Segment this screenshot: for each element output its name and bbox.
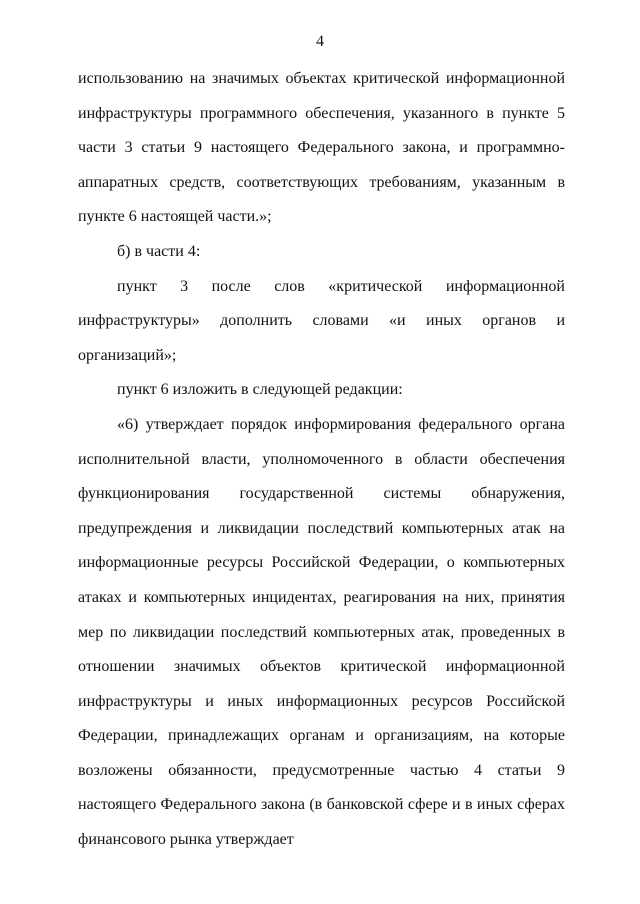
paragraph-point-6-intro: пункт 6 изложить в следующей редакции: (117, 381, 403, 399)
page-number: 4 (316, 33, 324, 50)
paragraph-subitem-b: б) в части 4: (117, 242, 201, 260)
paragraph-continuation: использованию на значимых объектах критической информационной инфраструктуры программного обеспечения, указанного в пункте 5 части 3 статьи 9 настоящего Федерального закона, и программно-аппаратных средств, соответствующих требованиям, указанным в пункте 6 настоящей части.»; (78, 70, 565, 226)
paragraph-point-3-amendment: пункт 3 после слов «критической информационной инфраструктуры» дополнить словами «и иных органов и организаций»; (78, 277, 565, 364)
document-body (78, 62, 565, 858)
paragraph-point-6-text: «6) утверждает порядок информирования федерального органа исполнительной власти, уполномоченного в области обеспечения функционирования государственной системы обнаружения, предупреждения и ликвидации последствий компьютерных атак на информационные ресурсы Российской Федерации, о компьютерных атаках и компьютерных инцидентах, реагирования на них, принятия мер по ликвидации последствий компьютерных атак, проведенных в отношении значимых объектов критической информационной инфраструктуры и иных информационных ресурсов Российской Федерации, принадлежащих органам и организациям, на которые возложены обязанности, предусмотренные частью 4 статьи 9 настоящего Федерального закона (в банковской сфере и в иных сферах финансового рынка утверждает (78, 415, 565, 849)
